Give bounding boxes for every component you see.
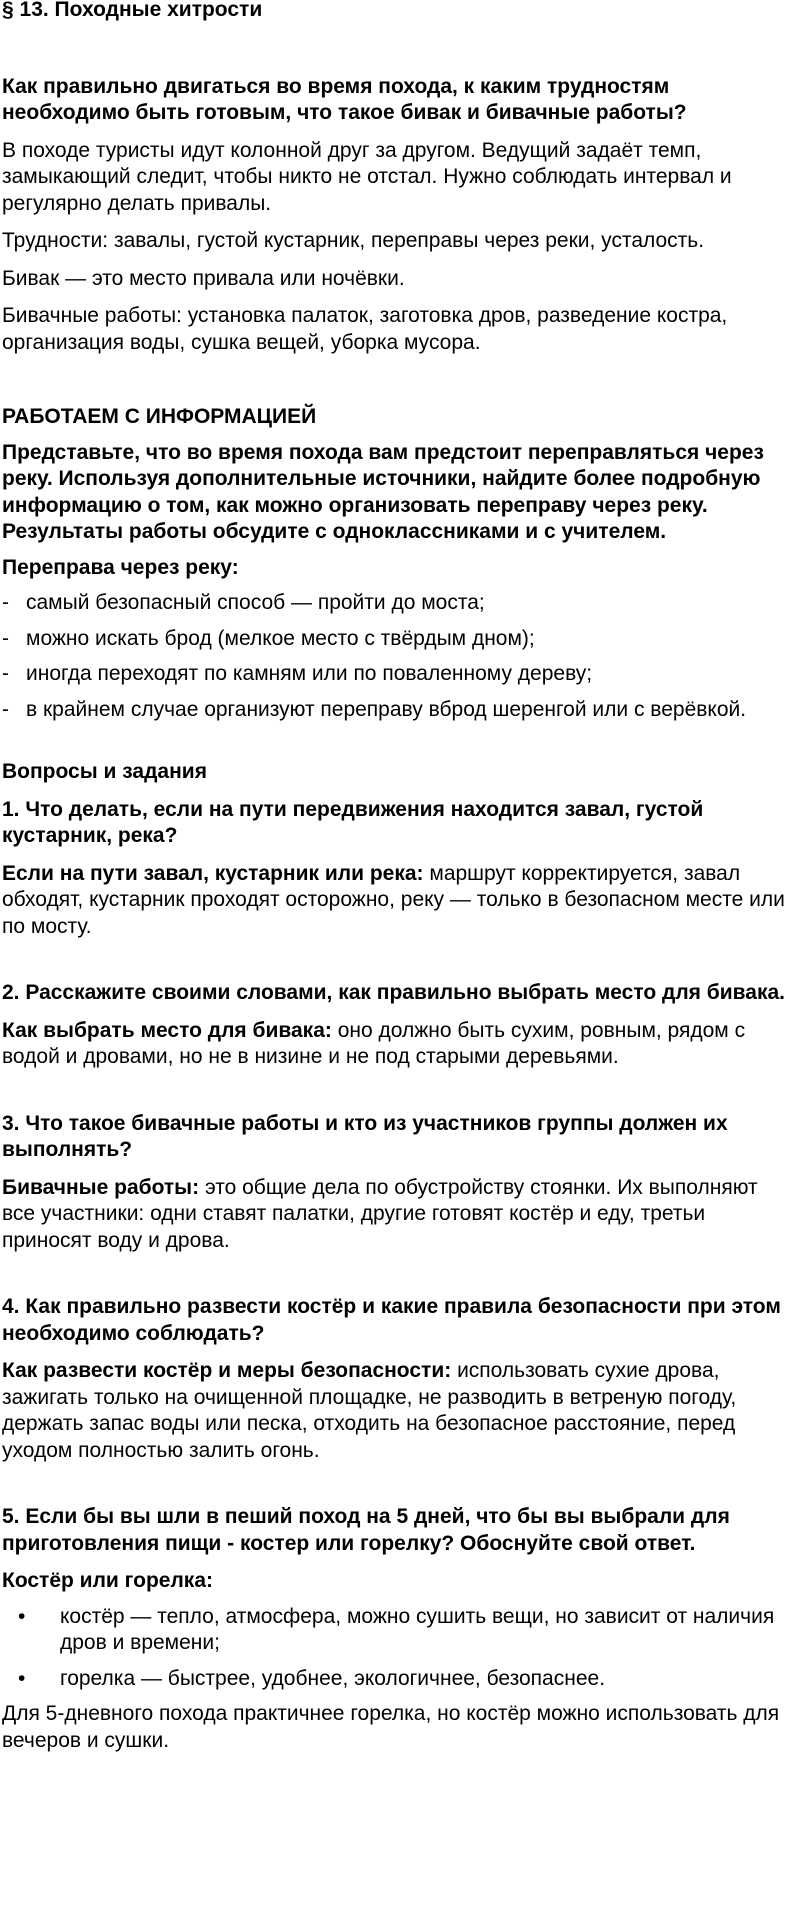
list-item: - можно искать брод (мелкое место с твёрдым дном); <box>2 626 796 653</box>
list-item: • костёр — тепло, атмосфера, можно сушить вещи, но зависит от наличия дров и времени; <box>2 1604 796 1657</box>
intro-paragraph: Бивак — это место привала или ночёвки. <box>2 266 405 290</box>
question-text: 4. Как правильно развести костёр и какие правила безопасности при этом необходимо соблюдать? <box>2 1295 781 1345</box>
info-section <box>2 404 796 723</box>
question-text: 3. Что такое бивачные работы и кто из участников группы должен их выполнять? <box>2 1111 728 1161</box>
list-item: - в крайнем случае организуют переправу вброд шеренгой или с верёвкой. <box>2 697 796 724</box>
intro-paragraph: Трудности: завалы, густой кустарник, переправы через реки, усталость. <box>2 229 705 252</box>
answer-label: Костёр или горелка: <box>2 1569 213 1592</box>
list-item: - иногда переходят по камням или по поваленному дереву; <box>2 661 796 688</box>
answer-conclusion: Для 5-дневного похода практичнее горелка, но костёр можно использовать для вечеров и сушки. <box>2 1702 780 1752</box>
answer-body: использовать сухие дрова, зажигать только на очищенной площадке, не разводить в ветреную погоду, держать запас воды или песка, отходить на безопасное расстояние, перед уходом полностью залить огонь. <box>2 1359 737 1462</box>
intro-question: Как правильно двигаться во время похода, к каким трудностям необходимо быть готовым, что такое бивак и бивачные работы? <box>2 74 687 124</box>
intro-paragraph: Бивачные работы: установка палаток, заготовка дров, разведение костра, организация воды, сушка вещей, уборка мусора. <box>2 304 728 354</box>
question-text: 5. Если бы вы шли в пеший поход на 5 дней, что бы вы выбрали для приготовления пищи - костер или горелку? Обоснуйте свой ответ. <box>2 1505 730 1555</box>
answer-body: это общие дела по обустройству стоянки. Их выполняют все участники: одни ставят палатки, другие готовят костёр и еду, третьи приносят воду и дрова. <box>2 1175 758 1252</box>
question-block-5 <box>2 1504 796 1754</box>
info-task: Представьте, что во время похода вам предстоит переправляться через реку. Используя дополнительные источники, найдите более подробную информацию о том, как можно организовать переправу через реку. Результаты работы обсудите с одноклассниками и с учителем. <box>2 440 764 543</box>
info-heading: РАБОТАЕМ С ИНФОРМАЦИЕЙ <box>2 405 317 428</box>
page-title: § 13. Походные хитрости <box>2 0 263 21</box>
intro-paragraph: В походе туристы идут колонной друг за другом. Ведущий задаёт темп, замыкающий следит, чтобы никто не отстал. Нужно соблюдать интервал и регулярно делать привалы. <box>2 138 732 215</box>
answer-body: оно должно быть сухим, ровным, рядом с водой и дровами, но не в низине и не под старыми деревьями. <box>2 1018 746 1068</box>
question-block-4 <box>2 1294 796 1464</box>
list-item: - самый безопасный способ — пройти до моста; <box>2 590 796 617</box>
question-block-1 <box>2 797 796 941</box>
intro-section <box>2 74 796 357</box>
crossing-list <box>2 590 796 723</box>
question-block-3 <box>2 1111 796 1255</box>
answer-body: маршрут корректируется, завал обходят, кустарник проходят осторожно, реку — только в безопасном месте или по мосту. <box>2 861 785 938</box>
answer-text <box>2 1018 796 1071</box>
answer-label: Как выбрать место для бивака: <box>2 1018 332 1042</box>
answer-text <box>2 1358 796 1464</box>
answer-label: Как развести костёр и меры безопасности: <box>2 1359 452 1382</box>
answer-text <box>2 1175 796 1255</box>
question-block-2 <box>2 980 796 1071</box>
questions-heading: Вопросы и задания <box>2 760 207 783</box>
list-item: • горелка — быстрее, удобнее, экологичнее, безопаснее. <box>2 1666 796 1693</box>
answer-label: Бивачные работы: <box>2 1175 200 1199</box>
answer-text <box>2 861 796 941</box>
choice-list <box>2 1604 796 1693</box>
questions-section <box>2 759 796 1754</box>
question-text: 2. Расскажите своими словами, как правильно выбрать место для бивака. <box>2 981 785 1004</box>
info-subheading: Переправа через реку: <box>2 555 239 579</box>
answer-label: Если на пути завал, кустарник или река: <box>2 861 424 885</box>
question-text: 1. Что делать, если на пути передвижения находится завал, густой кустарник, река? <box>2 797 704 847</box>
